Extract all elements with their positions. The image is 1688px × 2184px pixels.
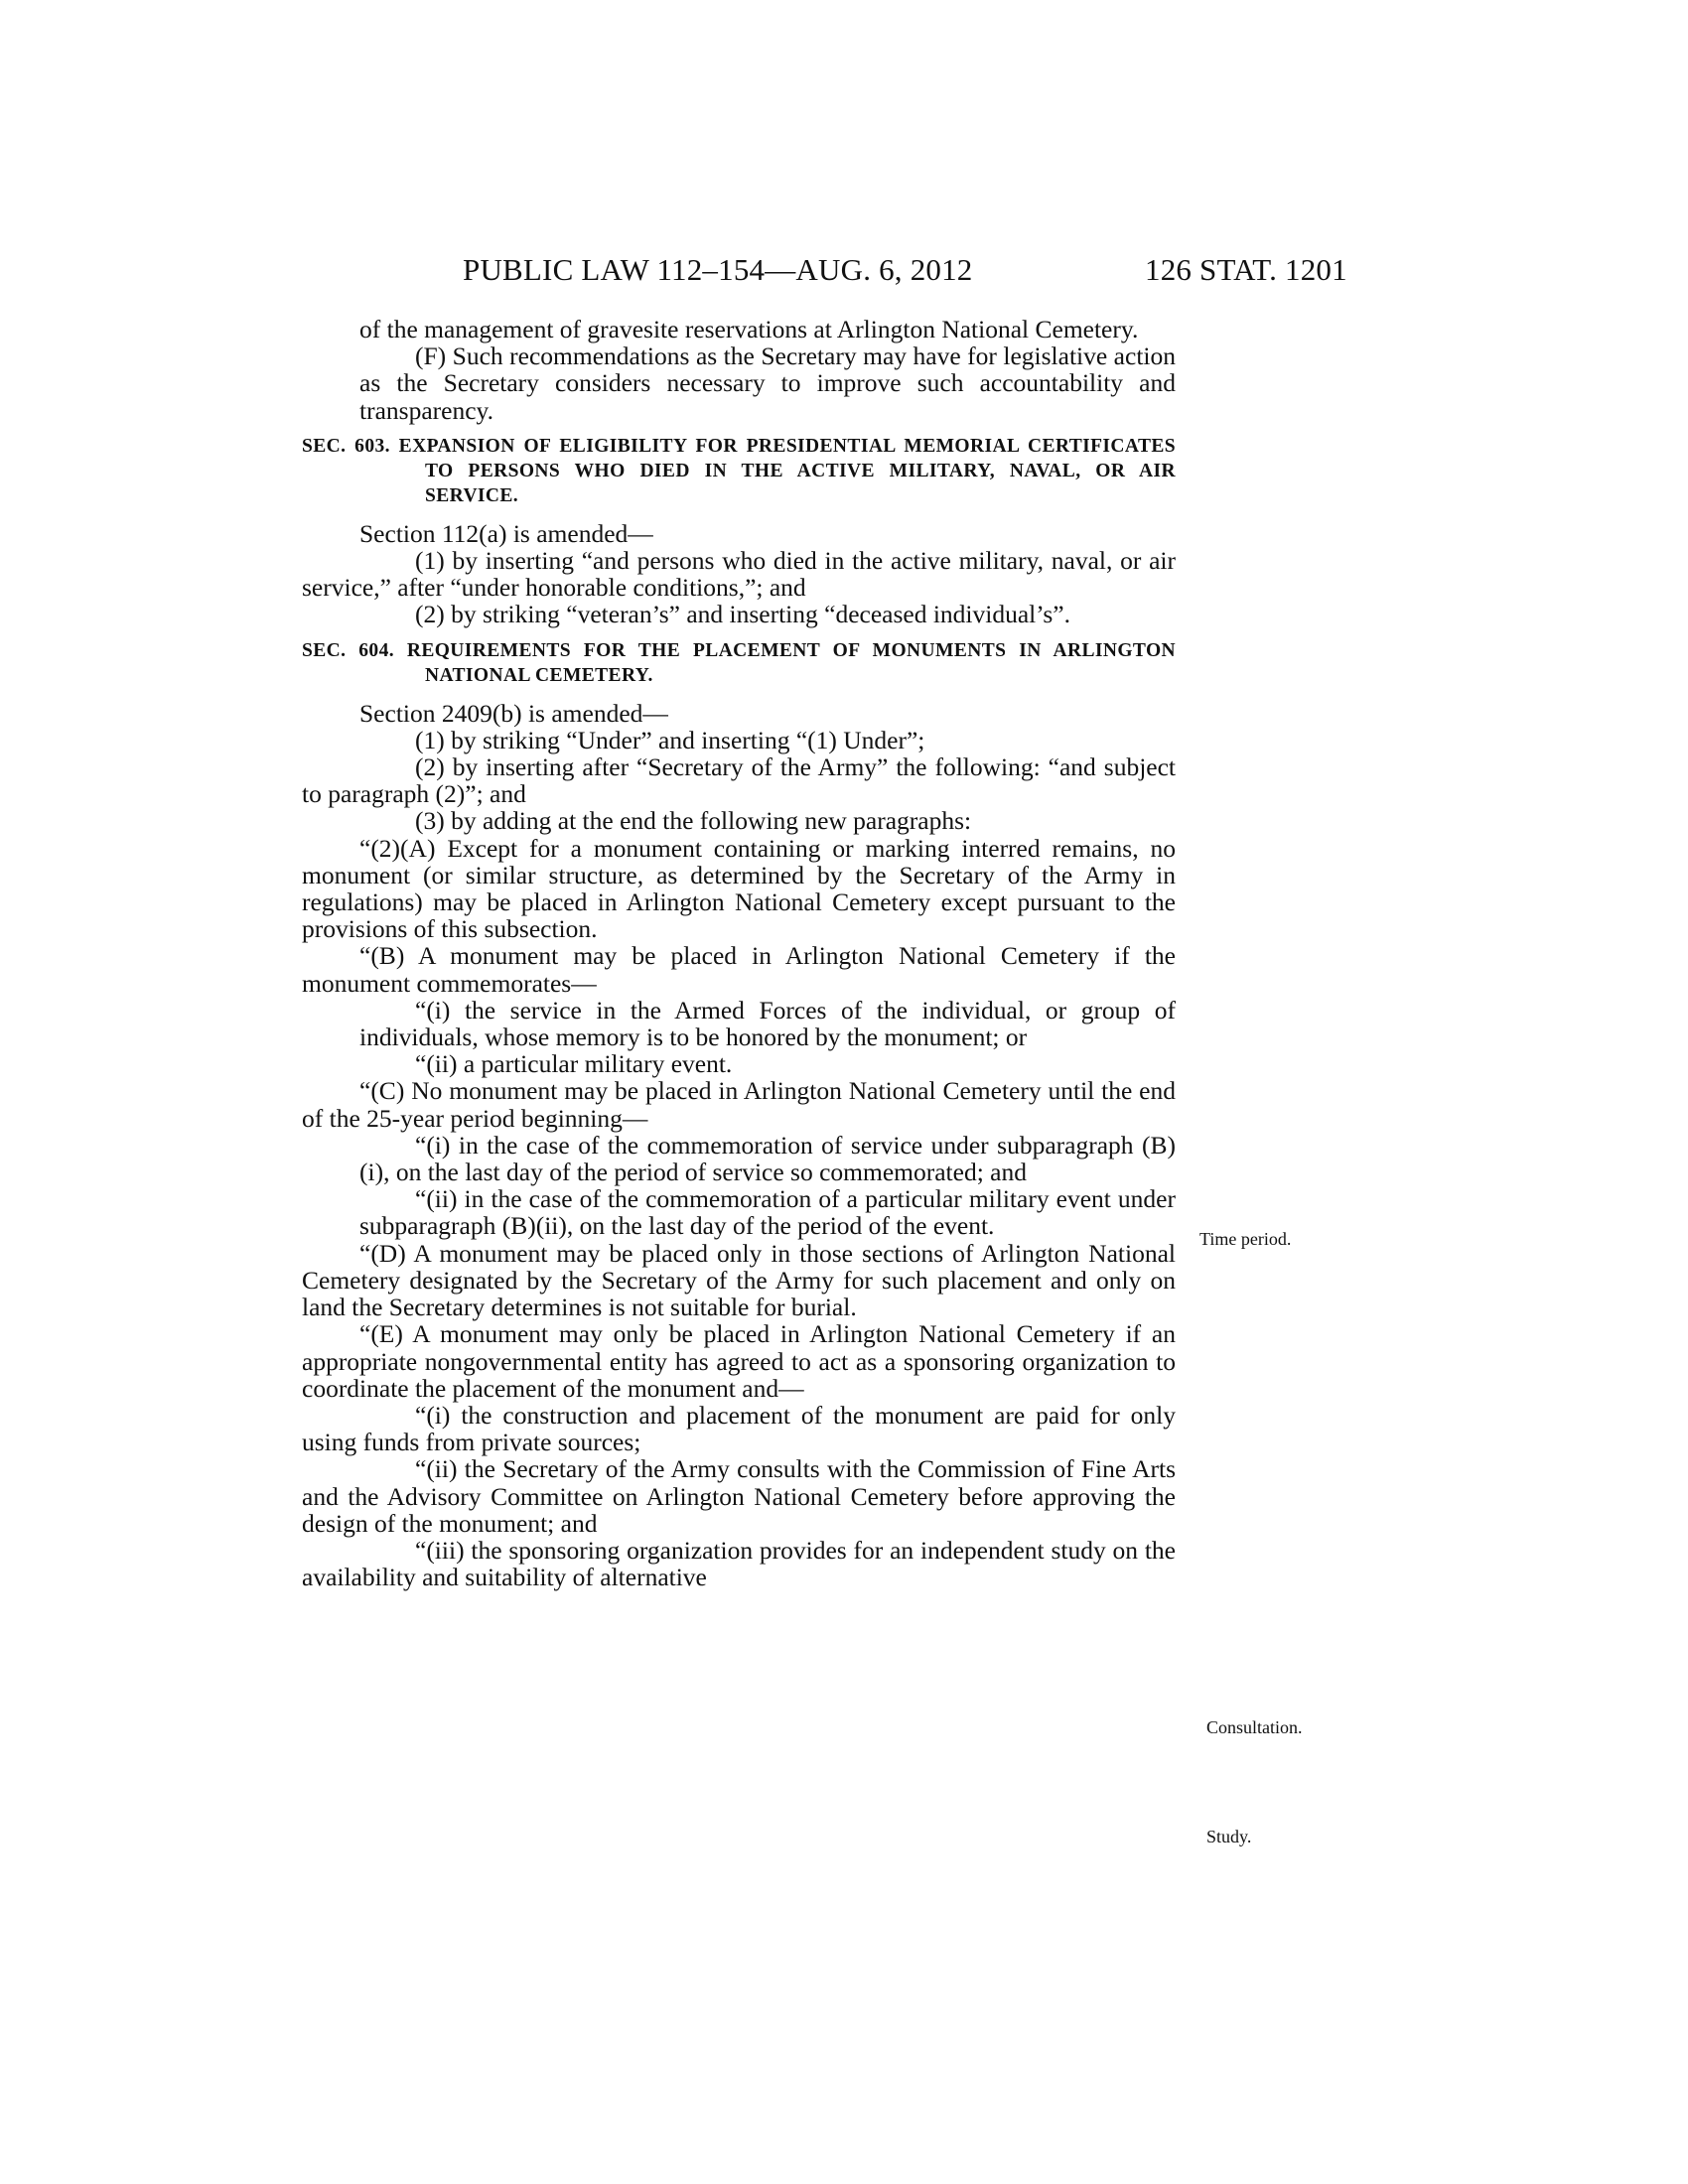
paragraph: Section 2409(b) is amended— <box>359 698 668 728</box>
paragraph: “(ii) a particular military event. <box>415 1049 733 1079</box>
section-heading-text: SEC. 603. EXPANSION OF ELIGIBILITY FOR PRESIDENTIAL MEMORIAL CERTIFICATES TO PERSONS WHO DIED IN THE ACTIVE MILITARY, NAVAL, OR AIR SERVICE. <box>302 435 1176 506</box>
paragraph: “(i) the construction and placement of the monument are paid for only using funds from private sources; <box>302 1400 1176 1457</box>
document-body <box>302 316 1176 1590</box>
paragraph: (1) by inserting “and persons who died in the active military, naval, or air service,” after “under honorable conditions,”; and <box>302 546 1176 603</box>
section-heading-text: SEC. 604. REQUIREMENTS FOR THE PLACEMENT OF MONUMENTS IN ARLINGTON NATIONAL CEMETERY. <box>302 639 1176 686</box>
section-heading-603 <box>302 434 1176 508</box>
page-statute-number: 126 STAT. 1201 <box>1145 252 1347 287</box>
paragraph: Section 112(a) is amended— <box>359 518 653 548</box>
paragraph: (2) by inserting after “Secretary of the Army” the following: “and subject to paragraph (2)”; and <box>302 752 1176 809</box>
paragraph: “(ii) the Secretary of the Army consults with the Commission of Fine Arts and the Advisory Committee on Arlington National Cemetery before approving the design of the monument; and <box>302 1454 1176 1538</box>
paragraph: “(2)(A) Except for a monument containing or marking interred remains, no monument (or similar structure, as determined by the Secretary of the Army in regulations) may be placed in Arlington National Cemetery except pursuant to the provisions of this subsection. <box>302 833 1176 944</box>
margin-note-study: Study. <box>1206 1827 1252 1846</box>
paragraph: “(B) A monument may be placed in Arlington National Cemetery if the monument commemorates— <box>302 941 1176 998</box>
paragraph: (3) by adding at the end the following new paragraphs: <box>415 806 972 836</box>
paragraph: (F) Such recommendations as the Secretary may have for legislative action as the Secretary considers necessary to improve such accountability and transparency. <box>359 341 1176 425</box>
paragraph: “(i) in the case of the commemoration of service under subparagraph (B)(i), on the last day of the period of service so commemorated; and <box>359 1130 1176 1187</box>
paragraph: “(C) No monument may be placed in Arlington National Cemetery until the end of the 25-year period beginning— <box>302 1076 1176 1133</box>
section-heading-604 <box>302 638 1176 688</box>
paragraph: “(i) the service in the Armed Forces of the individual, or group of individuals, whose memory is to be honored by the monument; or <box>359 995 1176 1052</box>
margin-note-time-period: Time period. <box>1199 1229 1292 1249</box>
paragraph: “(D) A monument may be placed only in those sections of Arlington National Cemetery designated by the Secretary of the Army for such placement and only on land the Secretary determines is not suitable for burial. <box>302 1238 1176 1322</box>
paragraph: “(E) A monument may only be placed in Arlington National Cemetery if an appropriate nongovernmental entity has agreed to act as a sponsoring organization to coordinate the placement of the monument and— <box>302 1319 1176 1403</box>
paragraph: of the management of gravesite reservations at Arlington National Cemetery. <box>359 315 1139 343</box>
paragraph: (1) by striking “Under” and inserting “(1) Under”; <box>415 725 925 754</box>
paragraph: “(ii) in the case of the commemoration of a particular military event under subparagraph (B)(ii), on the last day of the period of the event. <box>359 1184 1176 1241</box>
running-header-title: PUBLIC LAW 112–154—AUG. 6, 2012 <box>463 252 973 287</box>
paragraph: “(iii) the sponsoring organization provides for an independent study on the availability and suitability of alternative <box>302 1535 1176 1592</box>
margin-note-consultation: Consultation. <box>1206 1717 1303 1737</box>
paragraph: (2) by striking “veteran’s” and inserting “deceased individual’s”. <box>415 600 1070 629</box>
